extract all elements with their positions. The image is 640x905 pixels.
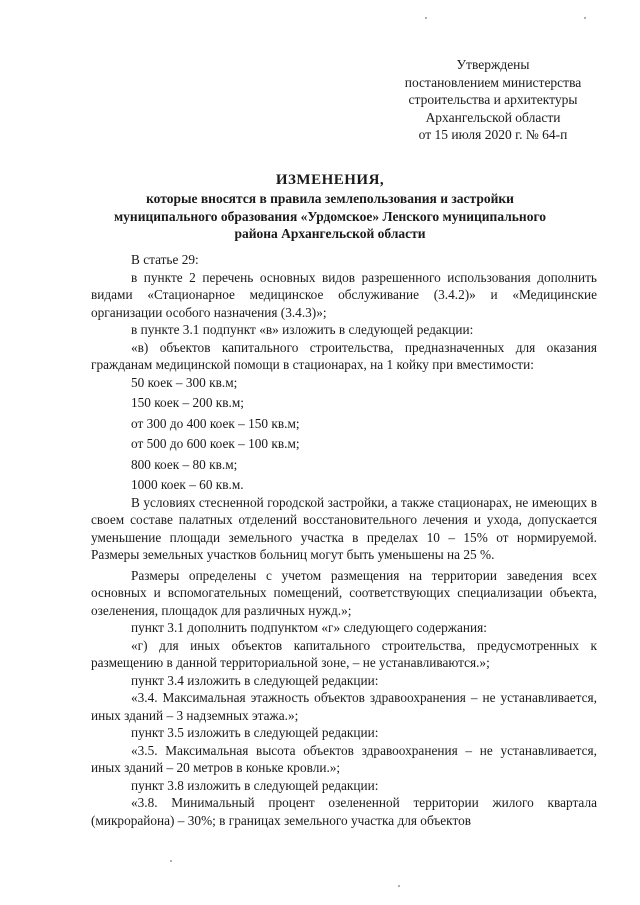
- approval-line: Утверждены: [456, 57, 530, 72]
- scan-speck: [584, 17, 586, 19]
- paragraph: Размеры определены с учетом размещения на территории заведения всех основных и вспомогательных помещений, соответствующих специализации объекта, озеленения, площадок для различных нужд.»;: [91, 567, 597, 618]
- approval-stamp: [388, 56, 598, 144]
- approval-line: постановлением министерства: [404, 74, 582, 90]
- paragraph: в пункте 3.1 подпункт «в» изложить в следующей редакции:: [131, 322, 474, 337]
- paragraph: «3.4. Максимальная этажность объектов здравоохранения – не устанавливается, иных зданий – 3 надземных этажа.»;: [91, 690, 597, 723]
- list-item: от 500 до 600 коек – 100 кв.м;: [131, 436, 300, 451]
- approval-line: строительства и архитектуры: [408, 92, 578, 107]
- scan-speck: [425, 17, 427, 19]
- paragraph: пункт 3.5 изложить в следующей редакции:: [131, 725, 379, 740]
- paragraph: «3.5. Максимальная высота объектов здравоохранения – не устанавливается, иных зданий – 20 метров в коньке кровли.»;: [91, 742, 597, 775]
- paragraph: «г) для иных объектов капитального строительства, предусмотренных к размещению в данной территориальной зоне, – не устанавливаются.»;: [91, 637, 597, 670]
- list-item: 1000 коек – 60 кв.м.: [131, 477, 244, 492]
- scan-speck: [398, 885, 400, 887]
- paragraph: в пункте 2 перечень основных видов разрешенного использования дополнить видами «Стационарное медицинское обслуживание (3.4.2)» и «Медицинские организации особого назначения (3.4.3)»;: [91, 269, 597, 320]
- approval-line: Архангельской области: [425, 109, 561, 125]
- paragraph: пункт 3.4 изложить в следующей редакции:: [131, 672, 379, 688]
- paragraph: пункт 3.1 дополнить подпунктом «г» следующего содержания:: [131, 620, 487, 635]
- list-item: 800 коек – 80 кв.м;: [131, 456, 238, 472]
- document-body: [91, 251, 597, 829]
- paragraph: пункт 3.8 изложить в следующей редакции:: [131, 777, 379, 793]
- approval-line: от 15 июля 2020 г. № 64-п: [418, 127, 568, 142]
- scan-speck: [170, 860, 172, 862]
- subtitle-line: которые вносятся в правила землепользования и застройки: [146, 191, 514, 206]
- list-item: 150 коек – 200 кв.м;: [131, 395, 244, 410]
- paragraph-article: В статье 29:: [131, 252, 199, 267]
- title-subtitle: [60, 190, 600, 243]
- subtitle-line: района Архангельской области: [234, 226, 426, 241]
- title-main: ИЗМЕНЕНИЯ,: [275, 172, 385, 188]
- subtitle-line: муниципального образования «Урдомское» Ленского муниципального: [113, 208, 546, 224]
- list-item: 50 коек – 300 кв.м;: [131, 374, 238, 390]
- paragraph: В условиях стесненной городской застройки, а также стационарах, не имеющих в своем составе палатных отделений восстановительного лечения и ухода, допускается уменьшение площади земельного участка в пределах 10 – 15% от нормируемой. Размеры земельных участков больниц могут быть уменьшены на 25 %.: [91, 494, 597, 562]
- list-item: от 300 до 400 коек – 150 кв.м;: [131, 415, 300, 431]
- document-title: [60, 170, 600, 243]
- paragraph: «3.8. Минимальный процент озелененной территории жилого квартала (микрорайона) – 30%; в границах земельного участка для объектов: [91, 795, 597, 828]
- paragraph: «в) объектов капитального строительства, предназначенных для оказания гражданам медицинской помощи в стационарах, на 1 койку при вместимости:: [91, 339, 597, 372]
